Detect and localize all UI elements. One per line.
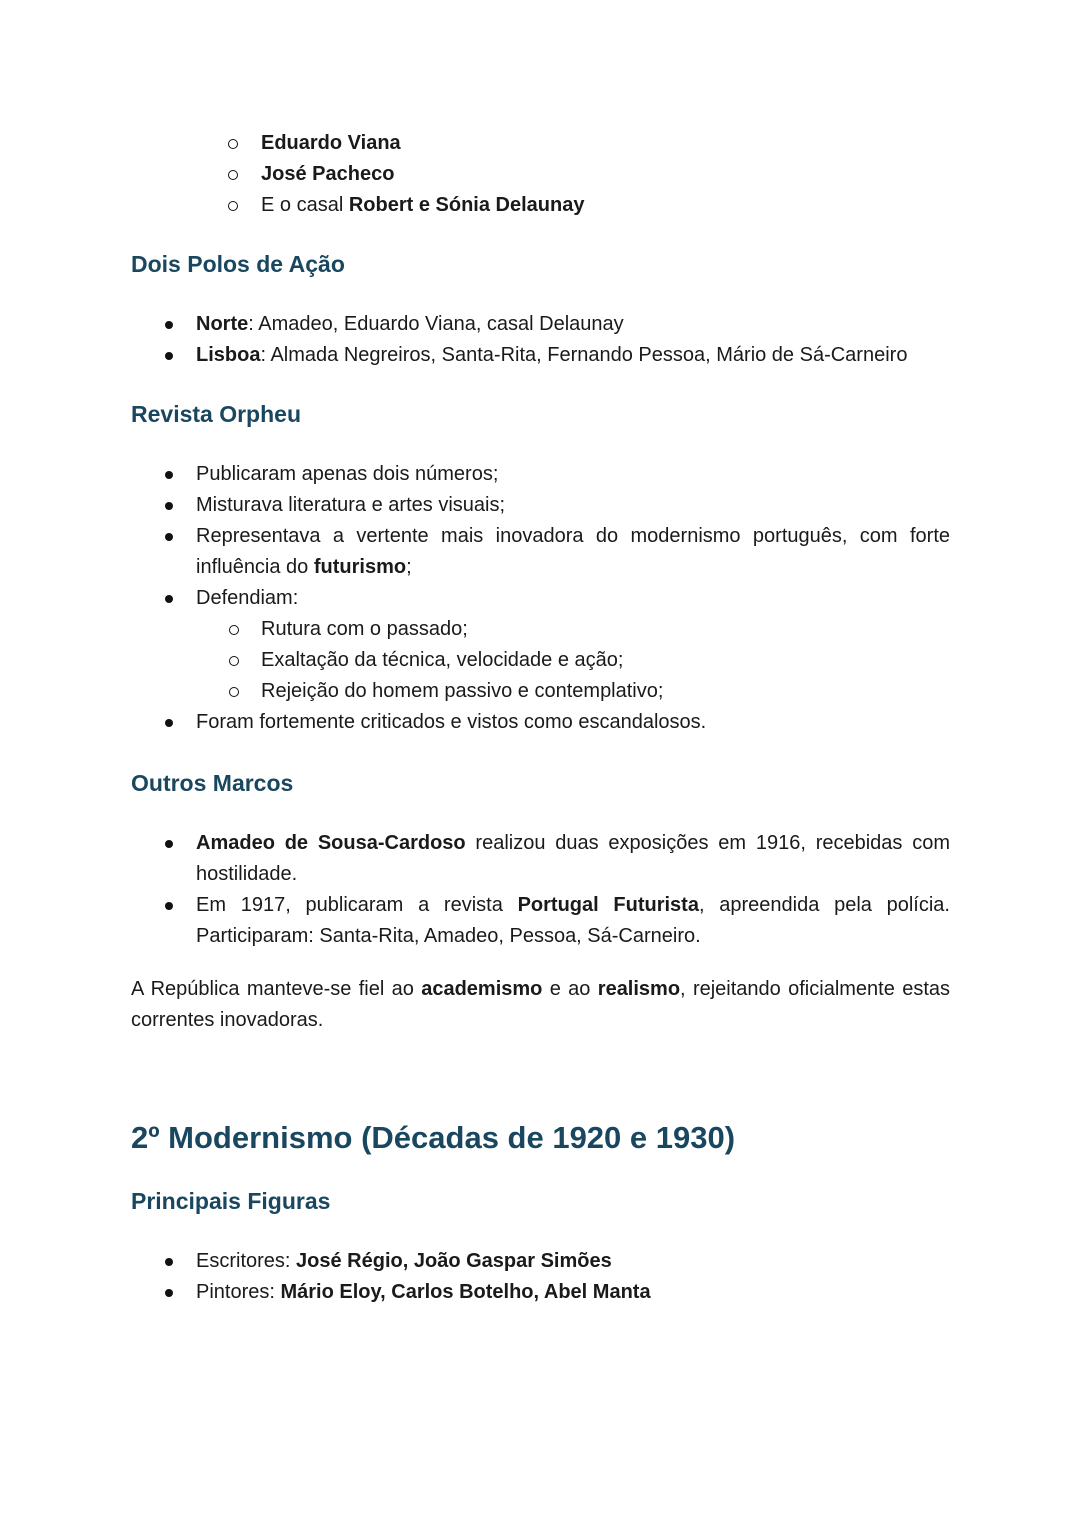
item-bold: Norte	[196, 313, 249, 335]
chapter-title: 2º Modernismo (Décadas de 1920 e 1930)	[131, 1120, 736, 1155]
section-heading-outros: Outros Marcos	[131, 770, 294, 796]
sublist-item	[196, 645, 950, 676]
list-item	[131, 583, 950, 707]
item-text: Representava a vertente mais inovadora do modernismo português, com forte influência do	[196, 525, 950, 578]
artist-sublist	[131, 128, 950, 221]
section-heading-orpheu: Revista Orpheu	[131, 401, 301, 427]
figuras-list	[131, 1246, 950, 1308]
item-bold: ,	[533, 1281, 544, 1303]
item-text: , apreendida pela polícia. Participaram: Santa-Rita, Amadeo, Pessoa, Sá-Carneiro.	[196, 894, 950, 947]
list-item	[131, 707, 950, 738]
section-heading-figuras: Principais Figuras	[131, 1188, 331, 1214]
item-bold: José Régio	[296, 1250, 403, 1272]
list-item	[131, 159, 950, 190]
section-heading-dois-polos: Dois Polos de Ação	[131, 251, 345, 277]
orpheu-list	[131, 459, 950, 738]
outros-list	[131, 828, 950, 952]
item-text: Em 1917, publicaram a revista	[196, 894, 518, 916]
list-item	[131, 828, 950, 890]
paragraph-bold: academismo	[421, 978, 543, 1000]
paragraph-text: e ao	[542, 978, 598, 1000]
paragraph-bold: realismo	[597, 978, 681, 1000]
item-text: : Amadeo, Eduardo Viana, casal Delaunay	[248, 313, 624, 335]
republica-paragraph	[131, 974, 950, 1036]
item-text: Pintores:	[196, 1281, 281, 1303]
defendiam-sublist	[196, 614, 950, 707]
list-item	[131, 490, 950, 521]
item-text: Foram fortemente criticados e vistos como escandalosos.	[196, 711, 707, 733]
item-text: : Almada Negreiros, Santa-Rita, Fernando Pessoa, Mário de Sá-Carneiro	[260, 344, 908, 366]
item-bold: ,	[380, 1281, 392, 1303]
item-text: Publicaram apenas dois números;	[196, 463, 499, 485]
dois-polos-list	[131, 309, 950, 371]
list-item	[131, 890, 950, 952]
sublist-item	[196, 676, 950, 707]
item-bold: ,	[402, 1250, 414, 1272]
item-text: Defendiam:	[196, 587, 299, 609]
item-text: Escritores:	[196, 1250, 297, 1272]
item-text: E o casal	[261, 194, 349, 216]
item-text: Rutura com o passado;	[261, 618, 468, 640]
item-bold: Lisboa	[196, 344, 261, 366]
list-item	[131, 1277, 950, 1308]
item-bold: Eduardo Viana	[261, 132, 401, 154]
item-bold: José Pacheco	[261, 163, 395, 185]
list-item	[131, 309, 950, 340]
list-item	[131, 190, 950, 221]
item-bold: Amadeo de Sousa-Cardoso	[196, 832, 466, 854]
item-text: Exaltação da técnica, velocidade e ação;	[261, 649, 624, 671]
item-text: ;	[406, 556, 412, 578]
document-page	[131, 128, 950, 1308]
list-item	[131, 340, 950, 371]
list-item	[131, 521, 950, 583]
item-text: realizou duas exposições em 1916, recebidas com hostilidade.	[196, 832, 950, 885]
item-bold: Portugal Futurista	[517, 894, 699, 916]
item-text: Misturava literatura e artes visuais;	[196, 494, 506, 516]
item-bold: futurismo	[313, 556, 407, 578]
paragraph-text: A República manteve-se fiel ao	[131, 978, 422, 1000]
item-bold: Robert e Sónia Delaunay	[348, 194, 585, 216]
list-item	[131, 128, 950, 159]
item-bold: João Gaspar Simões	[413, 1250, 612, 1272]
sublist-item	[196, 614, 950, 645]
list-item	[131, 1246, 950, 1277]
item-bold: Carlos Botelho	[391, 1281, 534, 1303]
list-item	[131, 459, 950, 490]
item-bold: Mário Eloy	[280, 1281, 381, 1303]
item-text: Rejeição do homem passivo e contemplativo;	[261, 680, 664, 702]
paragraph-text: , rejeitando oficialmente estas correntes inovadoras.	[131, 978, 950, 1031]
item-bold: Abel Manta	[543, 1281, 651, 1303]
